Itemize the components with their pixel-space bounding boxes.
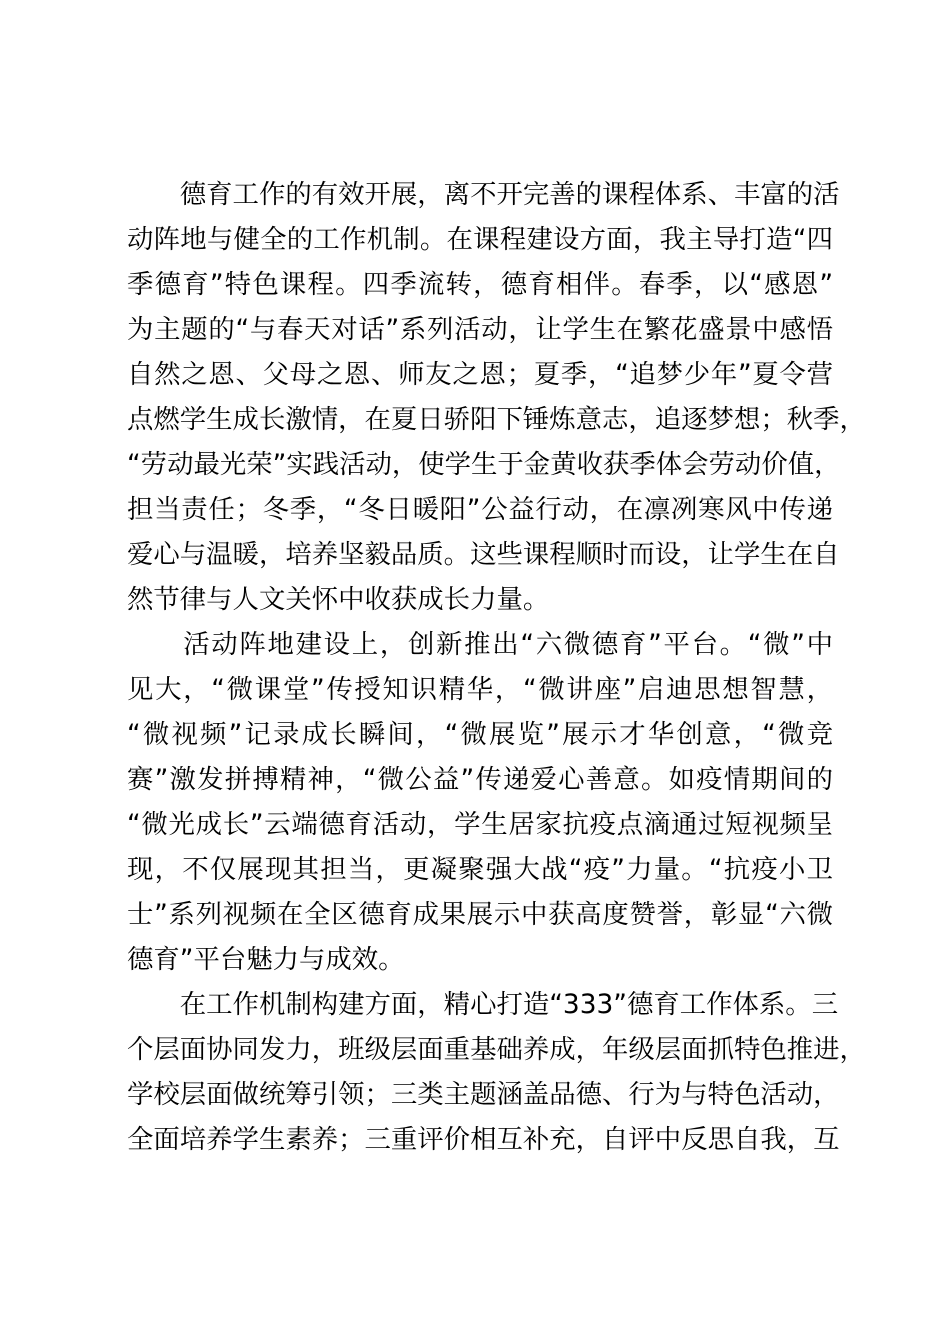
text-line: 赛”激发拼搏精神，“微公益”传递爱心善意。如疫情期间的 <box>127 764 833 795</box>
text-line: 然节律与人文关怀中收获成长力量。 <box>127 584 550 615</box>
text-line: 爱心与温暖，培养坚毅品质。这些课程顺时而设，让学生在自 <box>127 539 840 570</box>
text-line: 德育”平台魅力与成效。 <box>127 944 405 975</box>
text-line: “微光成长”云端德育活动，学生居家抗疫点滴通过短视频呈 <box>127 809 833 840</box>
text-line: 个层面协同发力，班级层面重基础养成，年级层面抓特色推进， <box>127 1034 866 1065</box>
body-text <box>127 172 866 1162</box>
text-line: 季德育”特色课程。四季流转，德育相伴。春季，以“感恩” <box>127 269 833 300</box>
text-line: 德育工作的有效开展，离不开完善的课程体系、丰富的活 <box>127 179 840 210</box>
text-line: 点燃学生成长激情，在夏日骄阳下锤炼意志，追逐梦想；秋季， <box>127 404 866 435</box>
text-line: “微视频”记录成长瞬间，“微展览”展示才华创意，“微竞 <box>127 719 833 750</box>
text-line: 在工作机制构建方面，精心打造“333”德育工作体系。三 <box>127 989 839 1020</box>
text-line: 担当责任；冬季，“冬日暖阳”公益行动，在凛冽寒风中传递 <box>127 494 833 525</box>
text-line: 自然之恩、父母之恩、师友之恩；夏季，“追梦少年”夏令营 <box>127 359 833 390</box>
text-line: 士”系列视频在全区德育成果展示中获高度赞誉，彰显“六微 <box>127 899 833 930</box>
text-line: 现，不仅展现其担当，更凝聚强大战“疫”力量。“抗疫小卫 <box>127 854 833 885</box>
text-line: 学校层面做统筹引领；三类主题涵盖品德、行为与特色活动， <box>127 1079 840 1110</box>
text-line: “劳动最光荣”实践活动，使学生于金黄收获季体会劳动价值， <box>127 449 841 480</box>
text-line: 活动阵地建设上，创新推出“六微德育”平台。“微”中 <box>127 629 833 660</box>
text-line: 为主题的“与春天对话”系列活动，让学生在繁花盛景中感悟 <box>127 314 833 345</box>
text-line: 全面培养学生素养；三重评价相互补充，自评中反思自我，互 <box>127 1124 840 1155</box>
text-line: 动阵地与健全的工作机制。在课程建设方面，我主导打造“四 <box>127 224 833 255</box>
text-line: 见大，“微课堂”传授知识精华，“微讲座”启迪思想智慧， <box>127 674 833 705</box>
